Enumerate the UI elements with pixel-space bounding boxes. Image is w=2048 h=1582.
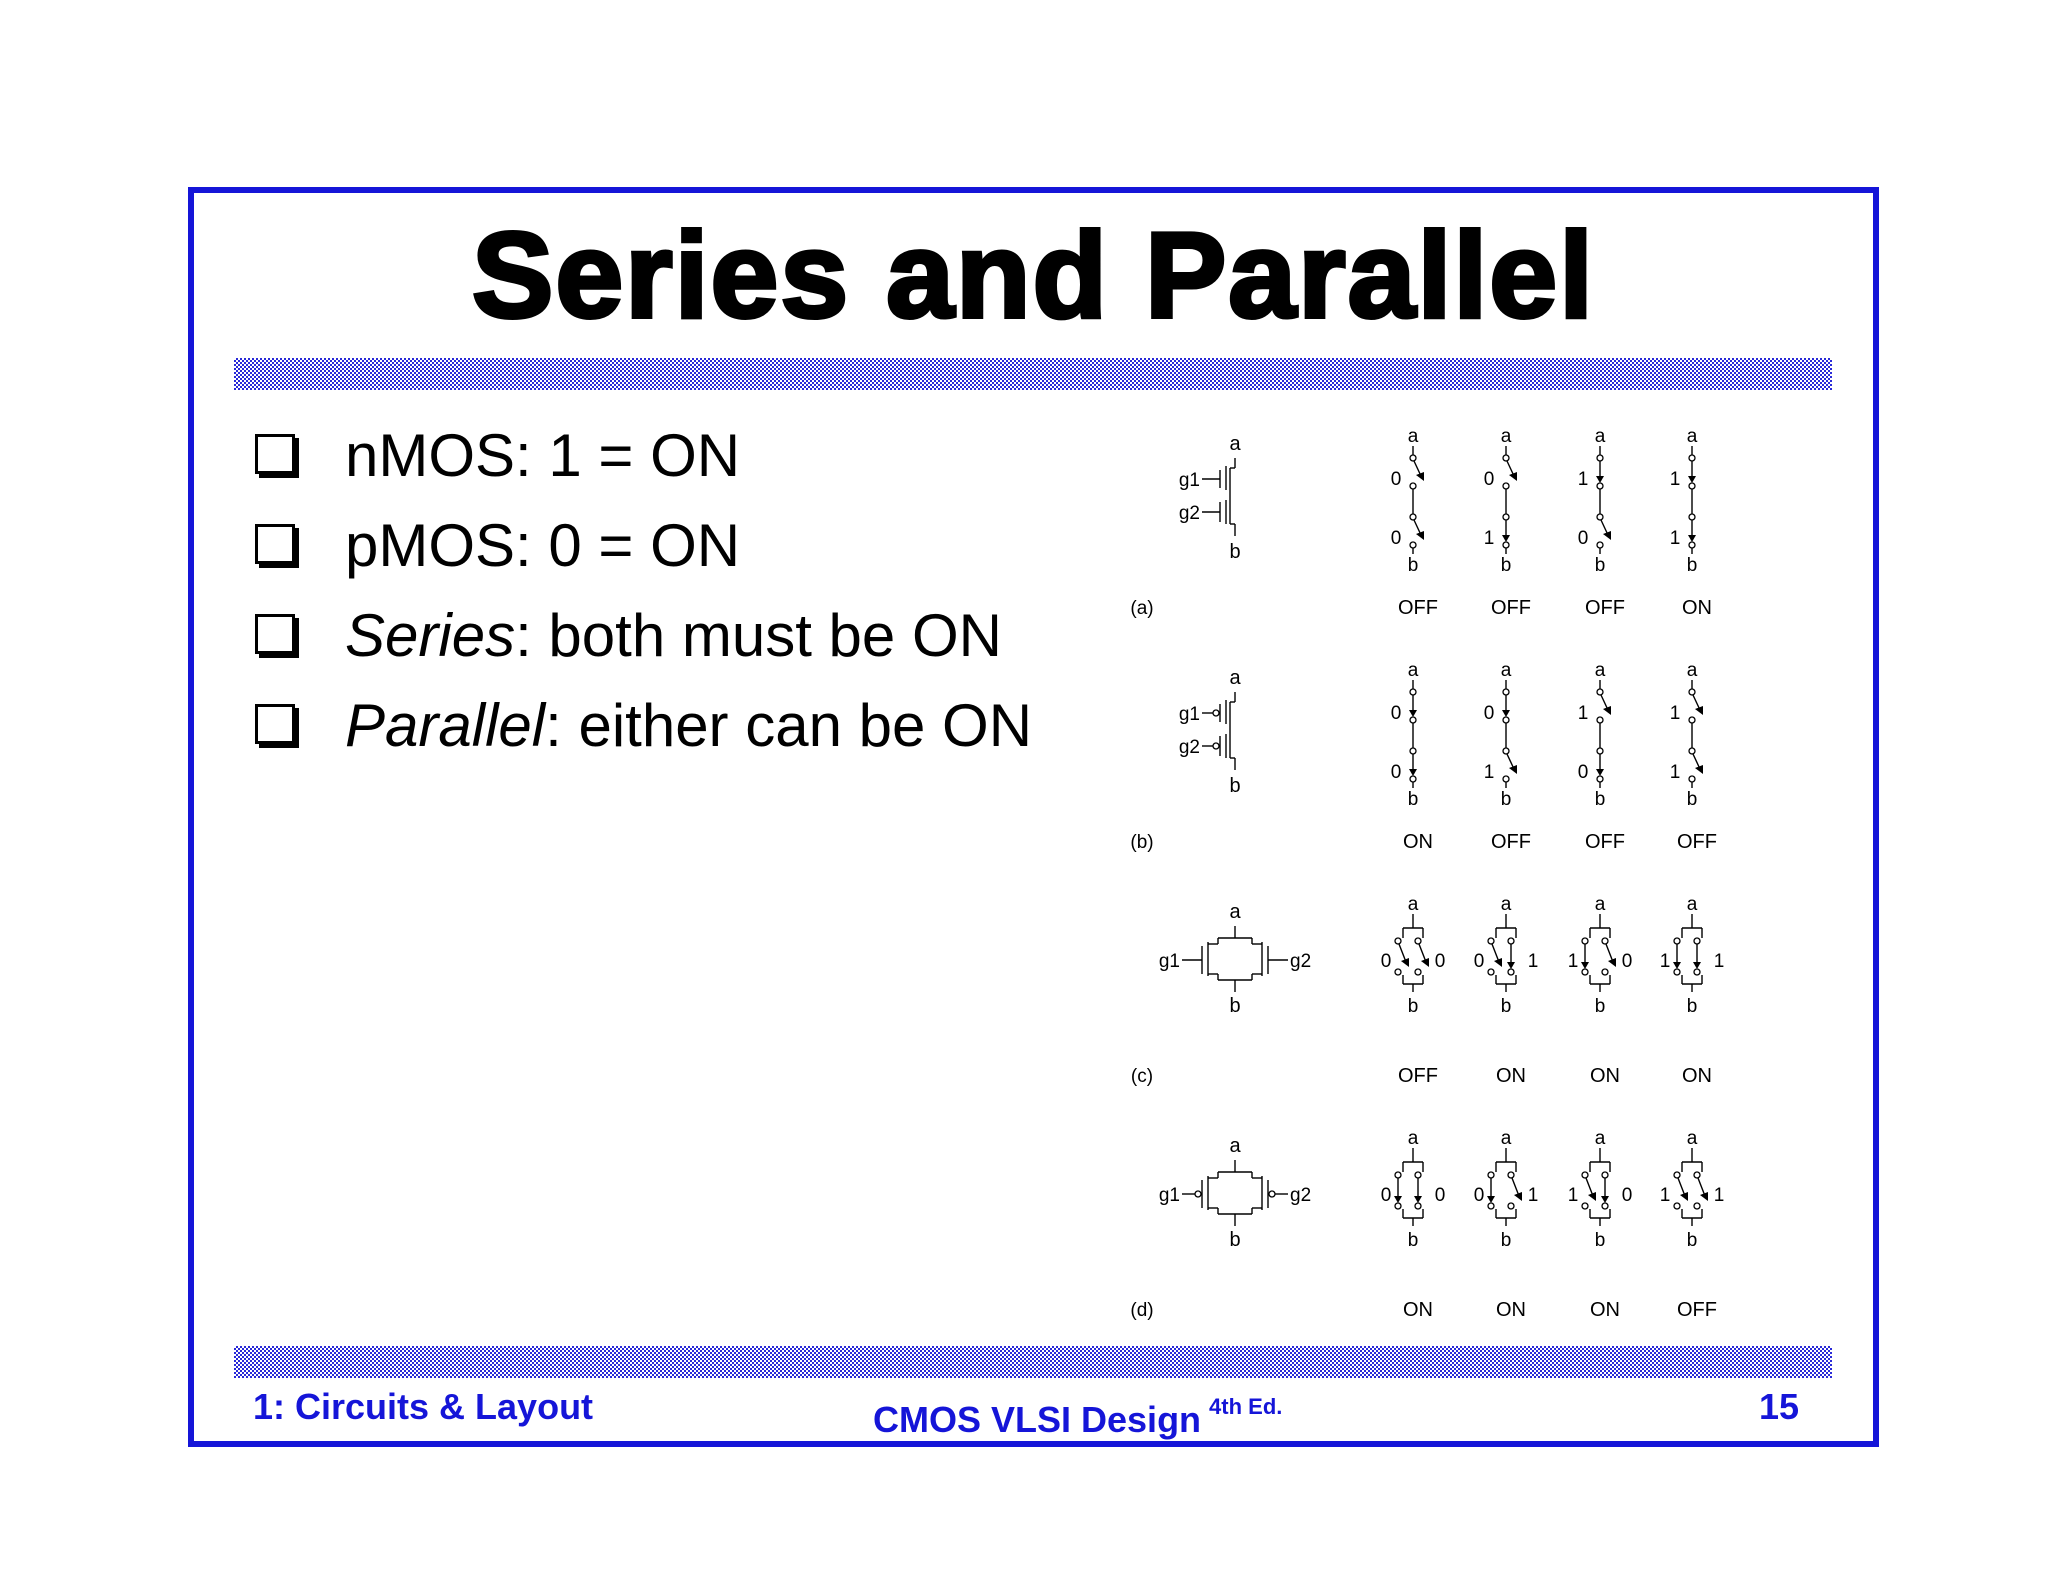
gate-value: 0 [1434,951,1446,972]
terminal-label: a [1407,1128,1419,1149]
terminal-label: b [1407,1230,1419,1251]
terminal-label: a [1594,1128,1606,1149]
gate-label: g2 [1178,737,1200,758]
switch-arrow-icon [1507,962,1515,969]
gate-value: 0 [1390,762,1402,783]
terminal-label: a [1500,1128,1512,1149]
switch-state: OFF [1585,597,1625,619]
switch-state: OFF [1398,1065,1438,1087]
gate-label: g2 [1290,951,1312,972]
diagram-panel [1131,894,1724,1087]
switch-terminal [1597,542,1603,548]
gate-value: 0 [1390,528,1402,549]
terminal-label: b [1229,995,1241,1017]
switch-terminal [1694,938,1700,944]
switch-terminal [1503,717,1509,723]
switch-blade [1606,944,1613,962]
switch-terminal [1689,542,1695,548]
switch-terminal [1597,689,1603,695]
gate-label: g2 [1178,503,1200,524]
switch-arrow-icon [1693,962,1701,969]
bullet-text: : both must be ON [515,602,1002,669]
terminal-label: a [1407,660,1419,681]
switch-terminal [1395,1203,1401,1209]
footer-chapter: 1: Circuits & Layout [253,1386,594,1427]
gate-value: 0 [1434,1185,1446,1206]
switch-arrow-icon [1487,1196,1495,1203]
switch-terminal [1410,689,1416,695]
switch-arrow-icon [1688,476,1696,483]
terminal-label: a [1686,426,1698,447]
terminal-label: b [1686,789,1698,810]
switch-terminal [1488,1203,1494,1209]
terminal-label: b [1407,555,1419,576]
panel-label: (c) [1130,1066,1154,1087]
footer-book-title [873,1385,1282,1442]
terminal-label: b [1686,555,1698,576]
switch-terminal [1410,776,1416,782]
switch-terminal [1508,938,1514,944]
terminal-label: a [1229,433,1241,455]
terminal-label: b [1500,789,1512,810]
terminal-label: a [1407,894,1419,915]
switch-state: OFF [1398,597,1438,619]
switch-terminal [1410,748,1416,754]
gate-value: 0 [1621,1185,1633,1206]
checkbox-bullet-icon [255,524,295,564]
switch-arrow-icon [1409,710,1417,717]
switch-arrow-icon [1596,476,1604,483]
gate-value: 1 [1669,762,1681,783]
switch-terminal [1415,969,1421,975]
terminal-label: b [1407,996,1419,1017]
switch-blade [1419,944,1426,962]
switch-terminal [1582,1203,1588,1209]
terminal-label: a [1407,426,1419,447]
switch-terminal [1597,483,1603,489]
bullet-item [255,505,1032,595]
gate-value: 0 [1390,469,1402,490]
switch-terminal [1410,455,1416,461]
gate-value: 1 [1527,1185,1539,1206]
diagram-panel [1130,426,1712,619]
switch-terminal [1582,1172,1588,1178]
gate-value: 1 [1669,469,1681,490]
gate-value: 0 [1473,951,1485,972]
gate-value: 1 [1669,703,1681,724]
panel-label: (d) [1130,1300,1154,1321]
switch-arrow-icon [1394,1196,1402,1203]
terminal-label: b [1686,1230,1698,1251]
terminal-label: a [1594,660,1606,681]
switch-blade [1512,1178,1519,1196]
switch-state: OFF [1491,597,1531,619]
switch-arrow-icon [1688,535,1696,542]
terminal-label: b [1500,996,1512,1017]
gate-bubble [1213,710,1219,716]
switch-arrow-icon [1581,962,1589,969]
gate-bubble [1269,1191,1275,1197]
gate-value: 1 [1567,1185,1579,1206]
switch-state: ON [1590,1299,1620,1321]
terminal-label: a [1594,894,1606,915]
switch-terminal [1488,969,1494,975]
switch-arrow-icon [1596,769,1604,776]
switch-terminal [1597,455,1603,461]
switch-blade [1678,1178,1685,1196]
gate-label: g1 [1178,704,1200,725]
switch-terminal [1689,776,1695,782]
gate-value: 0 [1621,951,1633,972]
switch-terminal [1674,969,1680,975]
switch-state: ON [1496,1065,1526,1087]
terminal-label: a [1500,660,1512,681]
panel-label: (a) [1130,598,1154,619]
footer-book-name: CMOS VLSI Design [873,1399,1202,1440]
switch-terminal [1597,717,1603,723]
terminal-label: b [1594,1230,1606,1251]
switch-terminal [1395,969,1401,975]
switch-terminal [1488,938,1494,944]
series-parallel-diagram [1130,420,1750,1350]
top-divider [234,358,1832,390]
terminal-label: a [1686,1128,1698,1149]
terminal-label: b [1229,541,1241,563]
gate-value: 0 [1380,1185,1392,1206]
terminal-label: a [1229,1135,1241,1157]
terminal-label: a [1686,660,1698,681]
switch-terminal [1582,938,1588,944]
switch-terminal [1602,969,1608,975]
gate-value: 1 [1659,951,1671,972]
switch-terminal [1503,776,1509,782]
switch-terminal [1503,748,1509,754]
switch-terminal [1694,969,1700,975]
switch-state: ON [1496,1299,1526,1321]
gate-value: 0 [1390,703,1402,724]
gate-value: 1 [1577,469,1589,490]
switch-terminal [1602,1203,1608,1209]
gate-value: 1 [1669,528,1681,549]
gate-value: 0 [1483,703,1495,724]
switch-terminal [1597,776,1603,782]
gate-value: 1 [1567,951,1579,972]
switch-terminal [1410,542,1416,548]
switch-state: ON [1590,1065,1620,1087]
checkbox-bullet-icon [255,614,295,654]
switch-state: OFF [1491,831,1531,853]
terminal-label: b [1686,996,1698,1017]
switch-state: ON [1403,831,1433,853]
switch-terminal [1602,938,1608,944]
bullet-text: pMOS: 0 = ON [345,512,741,579]
switch-terminal [1503,689,1509,695]
switch-state: ON [1682,597,1712,619]
switch-terminal [1689,689,1695,695]
bullet-emphasis: Series [345,602,516,669]
switch-blade [1586,1178,1593,1196]
bullet-emphasis: Parallel [345,692,546,759]
switch-arrow-icon [1673,962,1681,969]
gate-value: 0 [1577,528,1589,549]
gate-value: 1 [1659,1185,1671,1206]
terminal-label: a [1229,901,1241,923]
gate-label: g1 [1158,951,1180,972]
switch-terminal [1508,1172,1514,1178]
switch-terminal [1415,1172,1421,1178]
bullet-text: nMOS: 1 = ON [345,422,741,489]
gate-label: g1 [1178,470,1200,491]
switch-terminal [1503,483,1509,489]
switch-terminal [1689,514,1695,520]
switch-terminal [1503,542,1509,548]
switch-terminal [1395,1172,1401,1178]
bottom-divider [234,1346,1832,1378]
terminal-label: a [1500,894,1512,915]
switch-terminal [1503,514,1509,520]
switch-terminal [1689,717,1695,723]
gate-value: 0 [1577,762,1589,783]
switch-terminal [1488,1172,1494,1178]
bullet-list [255,415,1032,775]
switch-state: OFF [1677,1299,1717,1321]
terminal-label: b [1407,789,1419,810]
diagram-panel [1130,660,1717,853]
switch-terminal [1602,1172,1608,1178]
switch-arrow-icon [1409,769,1417,776]
switch-terminal [1508,1203,1514,1209]
terminal-label: b [1500,1230,1512,1251]
switch-terminal [1415,1203,1421,1209]
switch-terminal [1395,938,1401,944]
footer-edition: 4th Ed. [1209,1394,1283,1419]
terminal-label: b [1594,996,1606,1017]
gate-value: 0 [1483,469,1495,490]
checkbox-bullet-icon [255,704,295,744]
switch-terminal [1410,483,1416,489]
switch-arrow-icon [1502,535,1510,542]
panel-label: (b) [1130,832,1154,853]
gate-value: 1 [1577,703,1589,724]
terminal-label: b [1500,555,1512,576]
switch-state: OFF [1585,831,1625,853]
switch-terminal [1689,748,1695,754]
switch-terminal [1410,514,1416,520]
switch-state: ON [1682,1065,1712,1087]
terminal-label: a [1594,426,1606,447]
switch-terminal [1415,938,1421,944]
gate-value: 1 [1483,762,1495,783]
switch-arrow-icon [1601,1196,1609,1203]
terminal-label: a [1500,426,1512,447]
gate-value: 1 [1527,951,1539,972]
switch-terminal [1508,969,1514,975]
switch-terminal [1689,483,1695,489]
switch-blade [1492,944,1499,962]
gate-bubble [1213,743,1219,749]
terminal-label: a [1229,667,1241,689]
switch-terminal [1694,1203,1700,1209]
switch-state: OFF [1677,831,1717,853]
gate-value: 0 [1380,951,1392,972]
switch-terminal [1689,455,1695,461]
switch-terminal [1597,748,1603,754]
terminal-label: b [1229,1229,1241,1251]
terminal-label: b [1594,555,1606,576]
switch-arrow-icon [1502,710,1510,717]
gate-label: g1 [1158,1185,1180,1206]
terminal-label: b [1594,789,1606,810]
switch-terminal [1503,455,1509,461]
switch-terminal [1410,717,1416,723]
diagram-panel [1130,1128,1724,1321]
terminal-label: b [1229,775,1241,797]
gate-bubble [1195,1191,1201,1197]
gate-value: 1 [1713,951,1725,972]
switch-terminal [1694,1172,1700,1178]
switch-terminal [1597,514,1603,520]
switch-state: ON [1403,1299,1433,1321]
slide-title: Series and Parallel [471,207,1596,343]
bullet-item [255,415,1032,505]
switch-blade [1698,1178,1705,1196]
switch-terminal [1674,938,1680,944]
gate-value: 1 [1483,528,1495,549]
checkbox-bullet-icon [255,434,295,474]
footer-page-number: 15 [1759,1386,1800,1427]
switch-terminal [1582,969,1588,975]
switch-arrow-icon [1414,1196,1422,1203]
gate-label: g2 [1290,1185,1312,1206]
bullet-text: : either can be ON [545,692,1033,759]
bullet-item [255,685,1032,775]
switch-terminal [1674,1203,1680,1209]
terminal-label: a [1686,894,1698,915]
gate-value: 0 [1473,1185,1485,1206]
gate-value: 1 [1713,1185,1725,1206]
switch-blade [1399,944,1406,962]
bullet-item [255,595,1032,685]
switch-terminal [1674,1172,1680,1178]
